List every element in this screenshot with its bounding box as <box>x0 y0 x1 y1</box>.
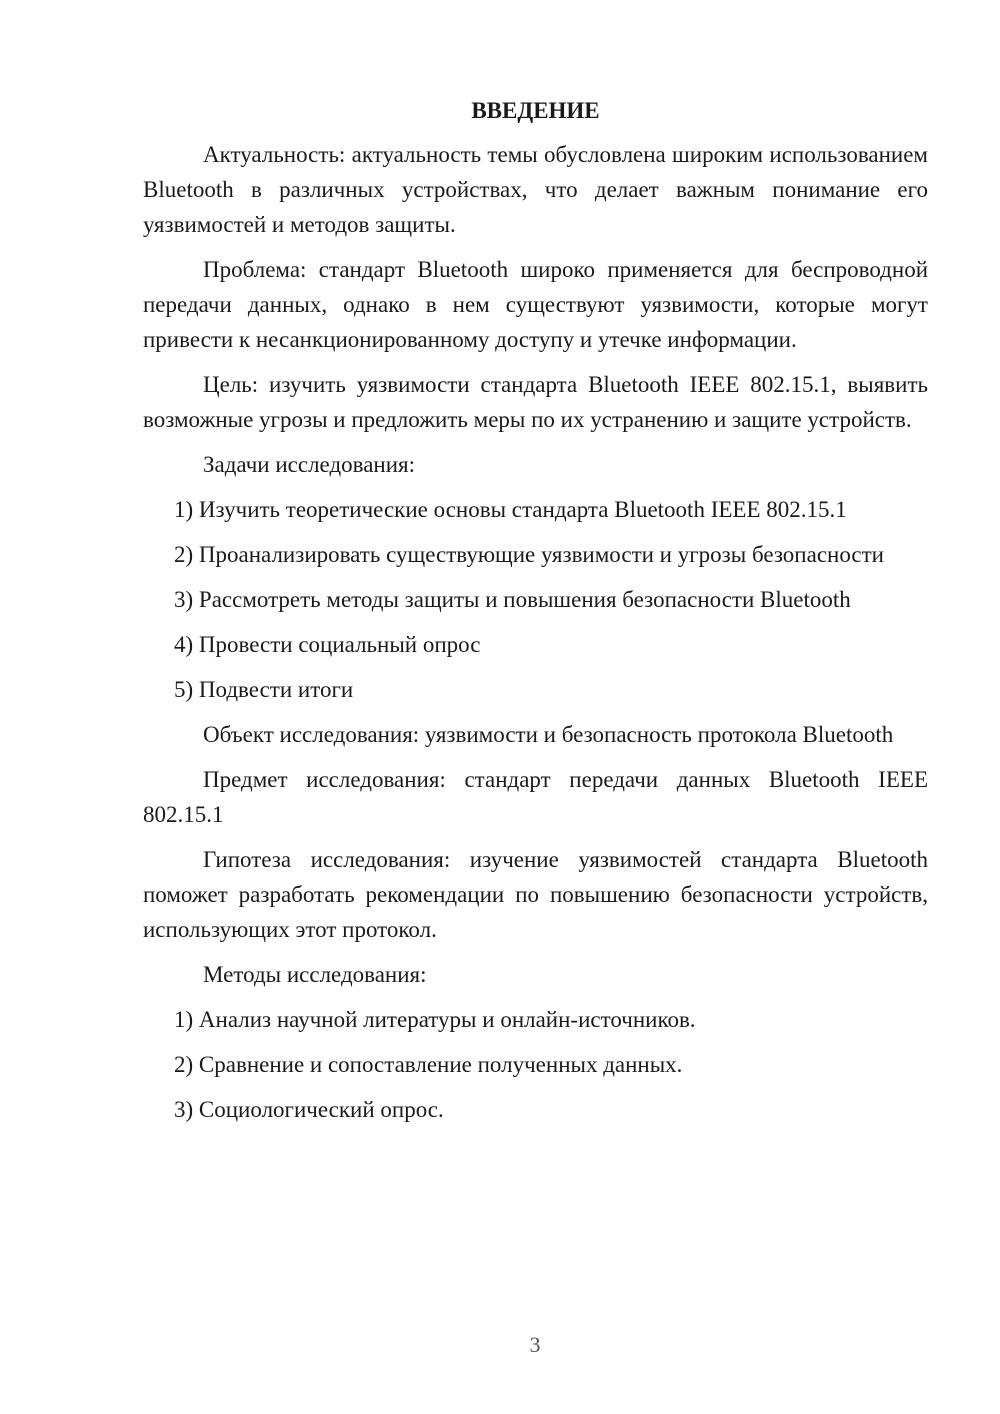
task-item-5: 5) Подвести итоги <box>174 677 354 702</box>
paragraph-object: Объект исследования: уязвимости и безопасность протокола Bluetooth <box>203 722 894 747</box>
method-item-3: 3) Социологический опрос. <box>174 1097 444 1122</box>
task-item-2: 2) Проанализировать существующие уязвимости и угрозы безопасности <box>174 542 884 567</box>
paragraph-methods-heading: Методы исследования: <box>203 962 427 987</box>
method-item-2: 2) Сравнение и сопоставление полученных данных. <box>174 1052 683 1077</box>
task-item-3: 3) Рассмотреть методы защиты и повышения безопасности Bluetooth <box>174 587 851 612</box>
paragraph-subject: Предмет исследования: стандарт передачи данных Bluetooth IEEE 802.15.1 <box>143 767 928 827</box>
method-item-1: 1) Анализ научной литературы и онлайн-источников. <box>174 1007 696 1032</box>
page-content <box>143 93 928 1137</box>
paragraph-hypothesis: Гипотеза исследования: изучение уязвимостей стандарта Bluetooth поможет разработать рекомендации по повышению безопасности устройств, использующих этот протокол. <box>143 847 928 942</box>
paragraph-problem: Проблема: стандарт Bluetooth широко применяется для беспроводной передачи данных, однако в нем существуют уязвимости, которые могут привести к несанкционированному доступу и утечке информации. <box>143 257 928 352</box>
section-title: ВВЕДЕНИЕ <box>471 98 600 123</box>
task-item-4: 4) Провести социальный опрос <box>174 632 481 657</box>
page-number: 3 <box>529 1332 541 1357</box>
paragraph-tasks-heading: Задачи исследования: <box>203 452 416 477</box>
paragraph-relevance: Актуальность: актуальность темы обусловлена широким использованием Bluetooth в различных устройствах, что делает важным понимание его уязвимостей и методов защиты. <box>143 142 928 237</box>
paragraph-goal: Цель: изучить уязвимости стандарта Bluetooth IEEE 802.15.1, выявить возможные угрозы и предложить меры по их устранению и защите устройств. <box>143 372 928 432</box>
task-item-1: 1) Изучить теоретические основы стандарта Bluetooth IEEE 802.15.1 <box>174 497 847 522</box>
